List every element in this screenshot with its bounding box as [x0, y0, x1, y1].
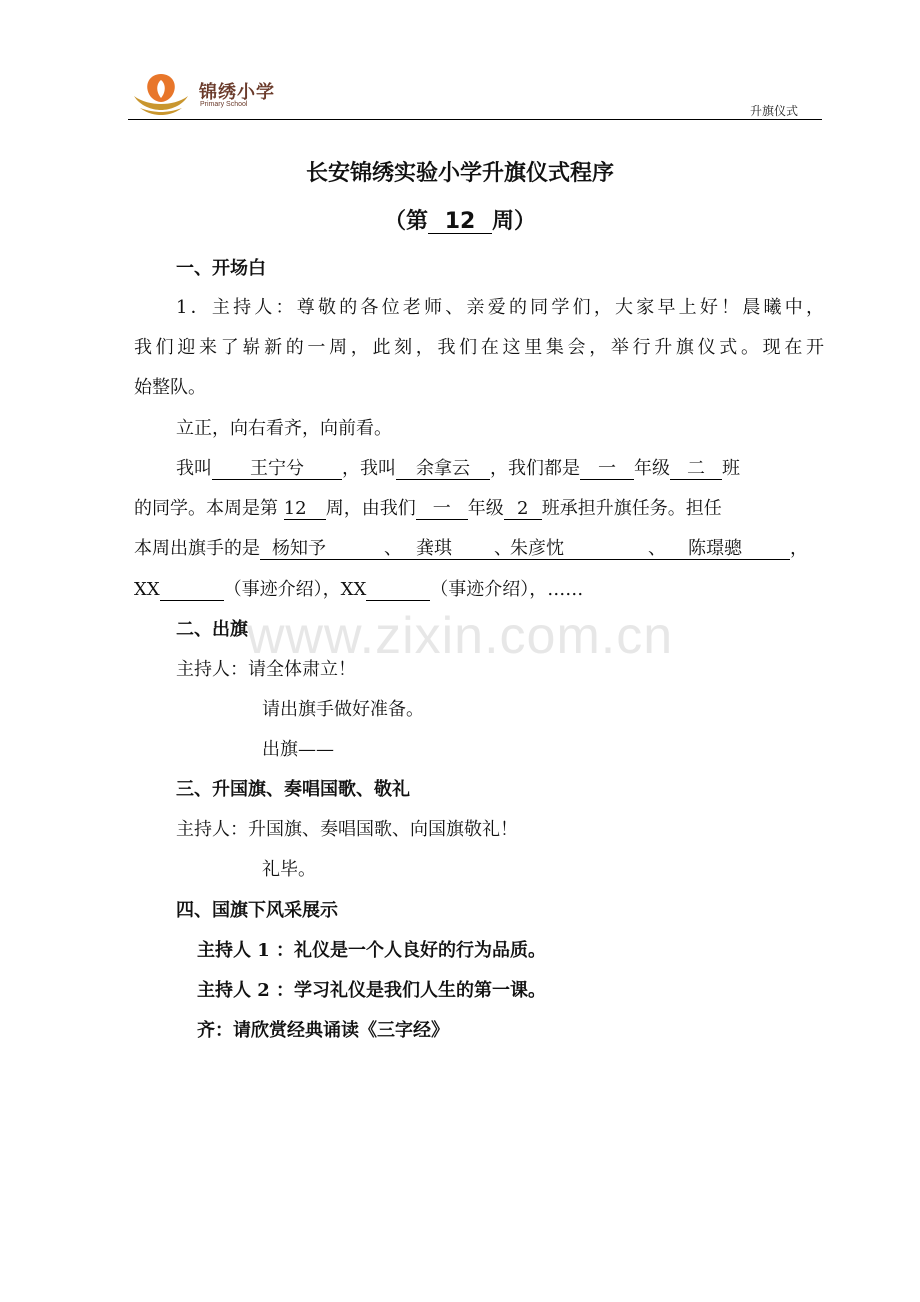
deeds-blank-2 [366, 581, 430, 601]
duty-week-number: 12 [284, 500, 326, 520]
attention-command: 立正，向右看齐，向前看。 [176, 418, 392, 439]
deeds-line: XX （事迹介绍），XX （事迹介绍），…… [134, 579, 584, 600]
deeds-blank-1 [160, 581, 224, 601]
showcase-line: 主持人 1 ：礼仪是一个人良好的行为品质。 [197, 940, 547, 961]
host-intro-line: 我叫 王宁兮 ，我叫 余拿云 ，我们都是 一 年级 二 班 [176, 458, 740, 479]
document-title: 长安锦绣实验小学升旗仪式程序 [305, 161, 614, 186]
school-logo-subtitle: Primary School [200, 101, 248, 108]
section-heading-raise-flag: 三、升国旗、奏唱国歌、敬礼 [176, 779, 410, 800]
duty-class: 2 [504, 500, 542, 520]
flag-bearer-3: 朱彦忱 [510, 540, 642, 560]
duty-class-line: 的同学。本周是第 12 周，由我们 一 年级 2 班承担升旗任务。担任 [134, 498, 722, 519]
flag-bearers-line: 本周出旗手的是 杨知予 、 龚琪 、朱彦忱 、 陈璟骢 ， [134, 538, 808, 559]
section-heading-flag-out: 二、出旗 [176, 619, 248, 640]
raise-flag-line: 礼毕。 [262, 859, 316, 880]
week-subtitle: （第 12 周） [383, 209, 537, 234]
opening-paragraph-line: 我们迎来了崭新的一周，此刻，我们在这里集会，举行升旗仪式。现在开 [134, 337, 824, 358]
flag-bearer-2: 龚琪 [408, 540, 494, 560]
flag-bearer-4: 陈璟骢 [672, 540, 790, 560]
watermark: www.zixin.com.cn [246, 607, 674, 665]
section-heading-opening: 一、开场白 [176, 258, 266, 279]
host-grade: 一 [580, 460, 634, 480]
duty-grade: 一 [416, 500, 468, 520]
flag-bearer-1: 杨知予 [260, 540, 378, 560]
opening-paragraph-line: 始整队。 [134, 377, 206, 398]
host-name-1: 王宁兮 [212, 460, 342, 480]
school-logo-name: 锦绣小学 [199, 82, 275, 103]
header-divider [128, 119, 822, 120]
page-header [0, 0, 920, 122]
host-class: 二 [670, 460, 722, 480]
showcase-line: 主持人 2 ：学习礼仪是我们人生的第一课。 [197, 980, 547, 1001]
lotus-logo-icon [130, 68, 192, 116]
header-section-title: 升旗仪式 [749, 104, 798, 118]
flag-out-line: 请出旗手做好准备。 [262, 699, 424, 720]
flag-out-line: 出旗—— [262, 739, 334, 760]
flag-out-line: 主持人：请全体肃立！ [176, 659, 356, 680]
opening-paragraph-line: 1．主持人：尊敬的各位老师、亲爱的同学们，大家早上好！晨曦中， [176, 297, 824, 318]
section-heading-showcase: 四、国旗下风采展示 [176, 900, 338, 921]
host-name-2: 余拿云 [396, 460, 490, 480]
raise-flag-line: 主持人：升国旗、奏唱国歌、向国旗敬礼！ [176, 819, 518, 840]
week-number: 12 [428, 210, 492, 234]
showcase-line: 齐：请欣赏经典诵读《三字经》 [197, 1020, 449, 1041]
